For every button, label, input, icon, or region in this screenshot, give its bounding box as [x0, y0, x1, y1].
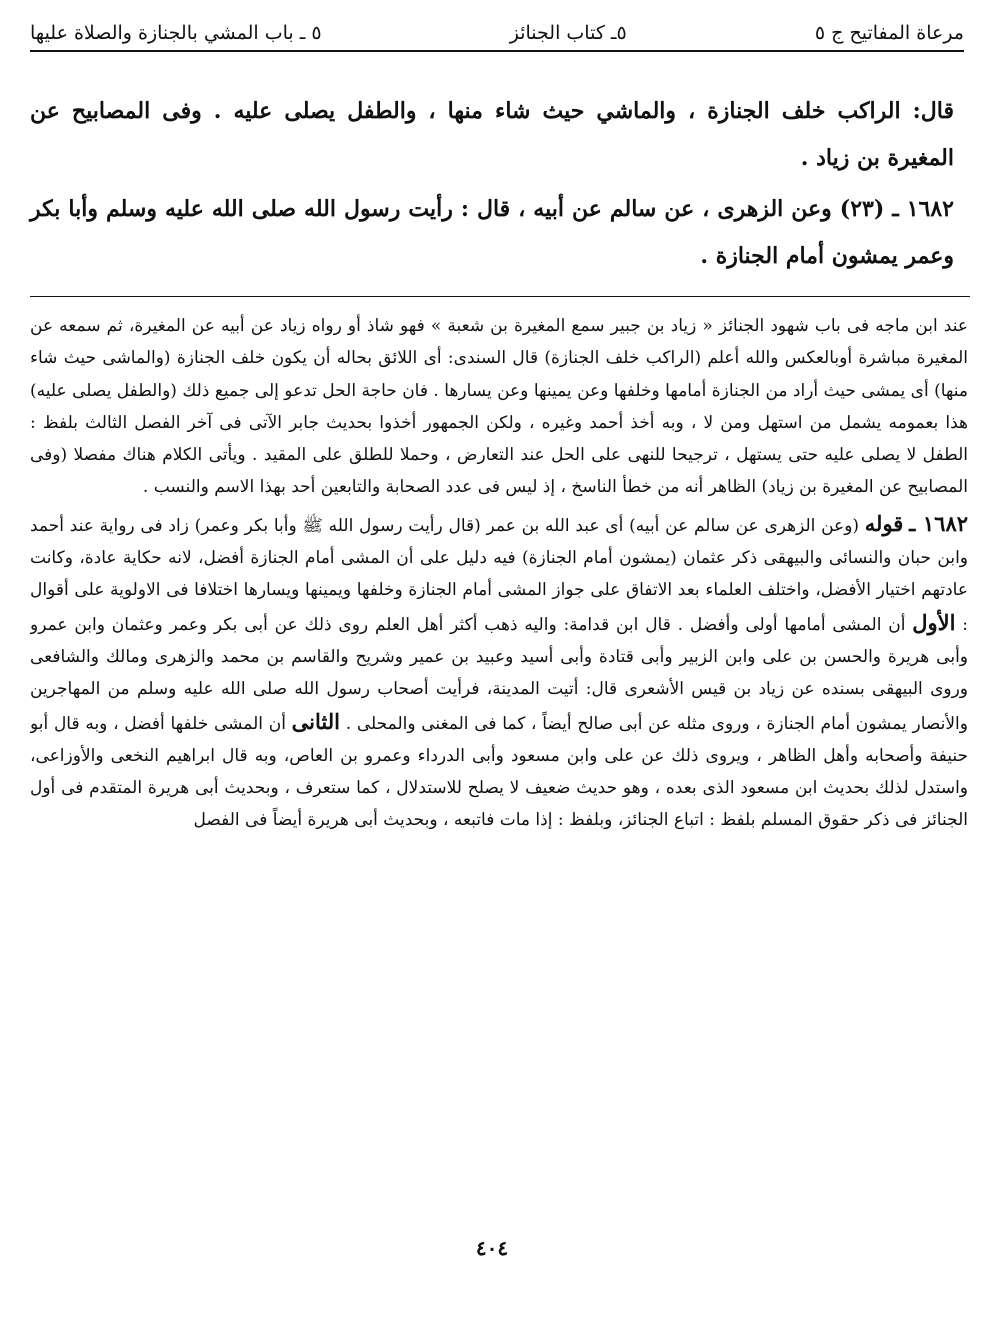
commentary-text	[30, 310, 968, 1225]
commentary-segment-a: (وعن الزهرى عن سالم عن أبيه) أى عبد الله بن عمر (قال رأيت رسول الله ﷺ وأبا بكر وعمر) زاد فى رواية عند أحمد وابن حبان والنسائى والبيهقى ذكر عثمان (يمشون أمام الجنازة) فيه دليل على أن المشى أمام الجنازة أفضل، لانه حكاية عادة، وكانت عادتهم اختيار الأفضل، واختلف العلماء بعد الاتفاق على جواز المشى أمام الجنازة وخلفها ويمينها ويسارها اختلافا فى الاولوية على أقوال :	[30, 515, 968, 635]
header-kitab: ٥ـ كتاب الجنائز	[509, 22, 627, 44]
header-bab: ٥ ـ باب المشي بالجنازة والصلاة عليها	[30, 22, 322, 44]
hadith-number: ١٦٨٢ ـ	[909, 510, 968, 536]
page-number: ٤٠٤	[475, 1236, 509, 1260]
separator-rule	[30, 296, 970, 297]
commentary-segment-c: أن المشى خلفها أفضل ، وبه قال أبو حنيفة وأصحابه وأهل الظاهر ، ويروى ذلك عن على وابن مسعود وأبى الدرداء وعمرو بن العاص، وبه قال ابراهيم النخعى والأوزاعى، واستدل لذلك بحديث ابن مسعود الذى بعده ، وهو حديث ضعيف لا يصلح للاستدلال ، كما ستعرف ، وبحديث أبى هريرة المتقدم فى أول الجنائز فى ذكر حقوق المسلم بلفظ : اتباع الجنائز، وبلفظ : إذا مات فاتبعه ، وبحديث أبى هريرة أيضاً فى الفصل	[30, 713, 968, 831]
qawl-keyword: قوله	[864, 510, 904, 536]
commentary-segment-b: أن المشى أمامها أولى وأفضل . قال ابن قدامة: واليه ذهب أكثر أهل العلم روى ذلك عن أبى بكر وعمر وعثمان وابن عمرو وأبى هريرة والحسن بن على وابن الزبير وأبى قتادة وأبى أسيد وعبيد بن عمير وشريح والقاسم بن محمد والزهرى ومالك والشافعى وروى البيهقى بسنده عن زياد بن قيس الأشعرى قال: أتيت المدينة، فرأيت أصحاب رسول الله صلى الله عليه وسلم من المهاجرين والأنصار يمشون أمام الجنازة ، وروى مثله عن أبى صالح أيضاً ، كما فى المغنى والمحلى .	[30, 614, 968, 734]
first-opinion-label: الأول	[912, 609, 956, 635]
commentary-paragraph-1: عند ابن ماجه فى باب شهود الجنائز « زياد بن جبير سمع المغيرة بن شعبة » فهو شاذ أو رواه زياد عن أبيه عن المغيرة، ثم سمعه عن المغيرة مباشرة أوبالعكس والله أعلم (الراكب خلف الجنازة) قال السندى: أى اللائق بحاله أن يكون خلف الجنازة (والماشى حيث شاء منها) أى يمشى حيث أراد من الجنازة أمامها وخلفها وعن يمينها وعن يسارها . فان حاجة الحل تدعو إلى جميع ذلك (والطفل يصلى عليه) هذا بعمومه يشمل من استهل ومن لا ، وبه أخذ أحمد وغيره ، ولكن الجمهور أخذوا بحديث جابر الآتى فى آخر الفصل الثالث بلفظ : الطفل لا يصلى عليه حتى يستهل ، ترجيحا للنهى على الحل عند التعارض ، وحملا للطلق على المقيد . ويأتى الكلام هناك مفصلا (وفى المصابيح عن المغيرة بن زياد) الظاهر أنه من خطأ الناسخ ، إذ ليس فى عدد الصحابة والتابعين أحد بهذا الاسم والنسب .	[30, 316, 968, 498]
hadith-text	[30, 88, 954, 284]
hadith-paragraph-1: قال: الراكب خلف الجنازة ، والماشي حيث شاء منها ، والطفل يصلى عليه . وفى المصابيح عن المغيرة بن زياد .	[30, 98, 954, 171]
second-opinion-label: الثانى	[291, 708, 340, 734]
running-header	[30, 0, 964, 52]
hadith-paragraph-2: ١٦٨٢ ـ (٢٣) وعن الزهرى ، عن سالم عن أبيه ، قال : رأيت رسول الله صلى الله عليه وسلم وأبا بكر وعمر يمشون أمام الجنازة .	[30, 196, 954, 269]
commentary-paragraph-2	[30, 508, 968, 837]
header-book-title: مرعاة المفاتيح ج ٥	[814, 22, 964, 44]
